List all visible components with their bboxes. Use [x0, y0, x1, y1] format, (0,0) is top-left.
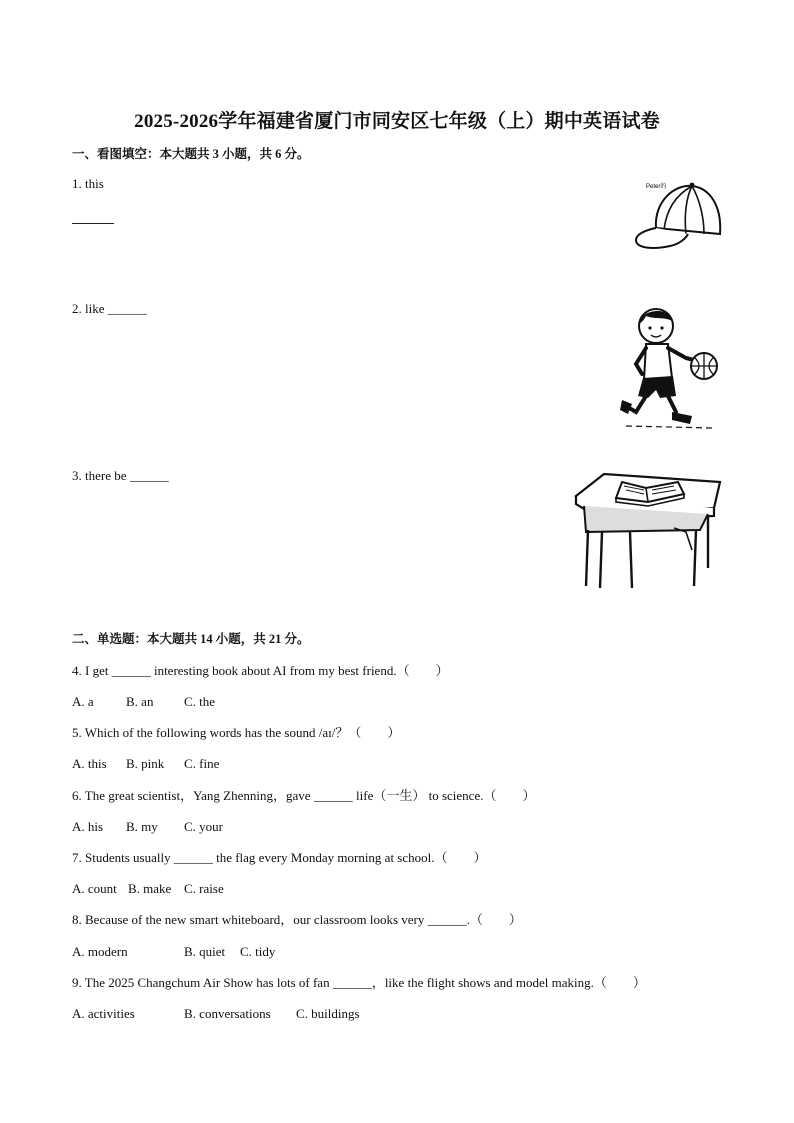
q3-text: 3. there be ______: [72, 468, 169, 483]
q8-stem: 8. Because of the new smart whiteboard，our classroom looks very ______.（ ）: [72, 912, 522, 927]
q7-option-c[interactable]: C. raise: [184, 881, 224, 896]
q8-option-c[interactable]: C. tidy: [240, 944, 276, 959]
section-1-heading: 一、看图填空：本大题共 3 小题，共 6 分。: [72, 147, 310, 161]
q7-option-b[interactable]: B. make: [128, 881, 172, 896]
exam-title: 2025-2026学年福建省厦门市同安区七年级（上）期中英语试卷: [134, 111, 660, 132]
q6-option-c[interactable]: C. your: [184, 819, 223, 834]
q8-option-a[interactable]: A. modern: [72, 944, 128, 959]
q2-text: 2. like ______: [72, 301, 147, 316]
q9-stem: 9. The 2025 Changchum Air Show has lots of fan ______，like the flight shows and model making.（ ）: [72, 975, 646, 990]
boy-playing-basketball-icon: [616, 300, 726, 430]
q4-option-a[interactable]: A. a: [72, 694, 94, 709]
cap-label: Peter的: [646, 184, 667, 190]
desk-with-book-icon: [574, 468, 724, 590]
q5-option-a[interactable]: A. this: [72, 756, 107, 771]
q6-option-b[interactable]: B. my: [126, 819, 158, 834]
q6-stem: 6. The great scientist，Yang Zhenning，gave ______ life（一生） to science.（ ）: [72, 788, 536, 803]
q5-option-c[interactable]: C. fine: [184, 756, 220, 771]
section-2-heading: 二、单选题：本大题共 14 小题，共 21 分。: [72, 632, 310, 646]
q1-text: 1. this: [72, 176, 104, 191]
q1-answer-blank[interactable]: [72, 210, 114, 226]
q5-stem: 5. Which of the following words has the sound /aɪ/？（ ）: [72, 725, 401, 740]
q9-option-b[interactable]: B. conversations: [184, 1006, 271, 1021]
q5-option-b[interactable]: B. pink: [126, 756, 165, 771]
q4-option-b[interactable]: B. an: [126, 694, 154, 709]
q7-option-a[interactable]: A. count: [72, 881, 117, 896]
q4-option-c[interactable]: C. the: [184, 694, 216, 709]
q6-option-a[interactable]: A. his: [72, 819, 104, 834]
cap-icon: [630, 176, 726, 256]
q9-option-a[interactable]: A. activities: [72, 1006, 135, 1021]
q9-option-c[interactable]: C. buildings: [296, 1006, 360, 1021]
q4-stem: 4. I get ______ interesting book about AI from my best friend.（ ）: [72, 663, 449, 678]
q7-stem: 7. Students usually ______ the flag every Monday morning at school.（ ）: [72, 850, 487, 865]
q8-option-b[interactable]: B. quiet: [184, 944, 226, 959]
